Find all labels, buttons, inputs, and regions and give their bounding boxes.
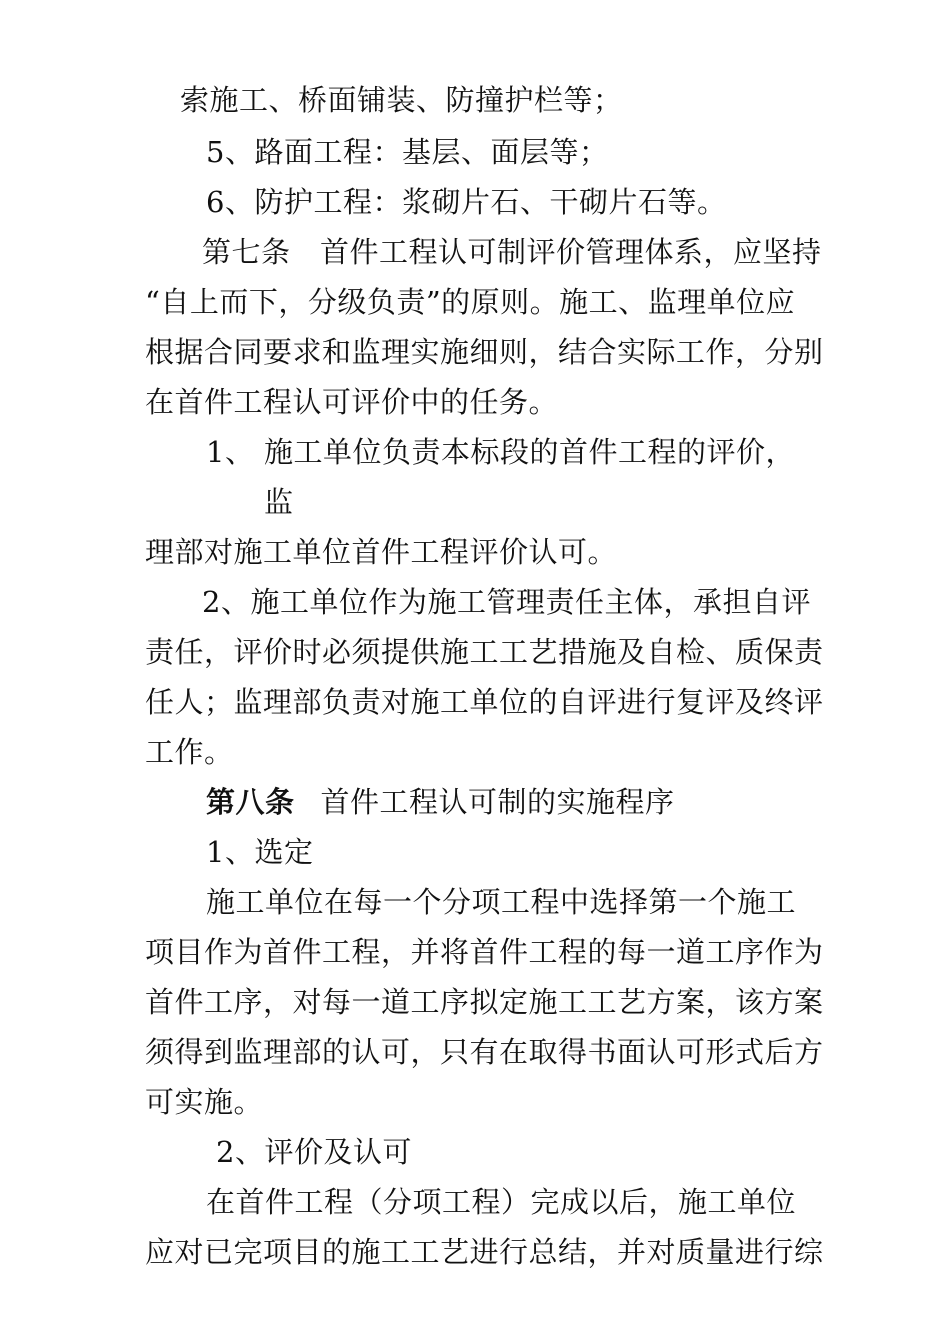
text-line: 在首件工程认可评价中的任务。 [145, 385, 559, 419]
text-line: 施工单位在每一个分项工程中选择第一个施工 [206, 885, 797, 919]
text-line: 须得到监理部的认可，只有在取得书面认可形式后方 [145, 1035, 824, 1069]
text-line: 索施工、桥面铺装、防撞护栏等； [180, 83, 623, 117]
text-line: 责任，评价时必须提供施工工艺措施及自检、质保责 [145, 635, 824, 669]
article-heading [206, 782, 675, 822]
text-line: 应对已完项目的施工工艺进行总结，并对质量进行综 [145, 1235, 824, 1269]
text-line: 理部对施工单位首件工程评价认可。 [145, 535, 618, 569]
text-line: “自上而下，分级负责”的原则。施工、监理单位应 [145, 285, 796, 319]
text-line: 工作。 [145, 735, 234, 769]
section-heading: 2、评价及认可 [216, 1135, 412, 1169]
article-number: 第八条 [206, 785, 295, 819]
text-line: 监 [264, 485, 294, 519]
text-line: 第七条 首件工程认可制评价管理体系，应坚持 [202, 235, 822, 269]
text-line: 首件工序，对每一道工序拟定施工工艺方案，该方案 [145, 985, 824, 1019]
text-line: 5、路面工程：基层、面层等； [206, 135, 609, 169]
text-line: 可实施。 [145, 1085, 264, 1119]
text-line: 根据合同要求和监理实施细则，结合实际工作，分别 [145, 335, 824, 369]
article-title: 首件工程认可制的实施程序 [320, 785, 675, 819]
text-line: 任人；监理部负责对施工单位的自评进行复评及终评 [145, 685, 824, 719]
text-line: 2、施工单位作为施工管理责任主体，承担自评 [202, 585, 811, 619]
text-line: 项目作为首件工程，并将首件工程的每一道工序作为 [145, 935, 824, 969]
text-line: 6、防护工程：浆砌片石、干砌片石等。 [206, 185, 727, 219]
list-number: 1、 [206, 435, 255, 469]
text-line: 在首件工程（分项工程）完成以后，施工单位 [206, 1185, 797, 1219]
section-heading: 1、选定 [206, 835, 314, 869]
text-line: 施工单位负责本标段的首件工程的评价， [264, 435, 796, 469]
